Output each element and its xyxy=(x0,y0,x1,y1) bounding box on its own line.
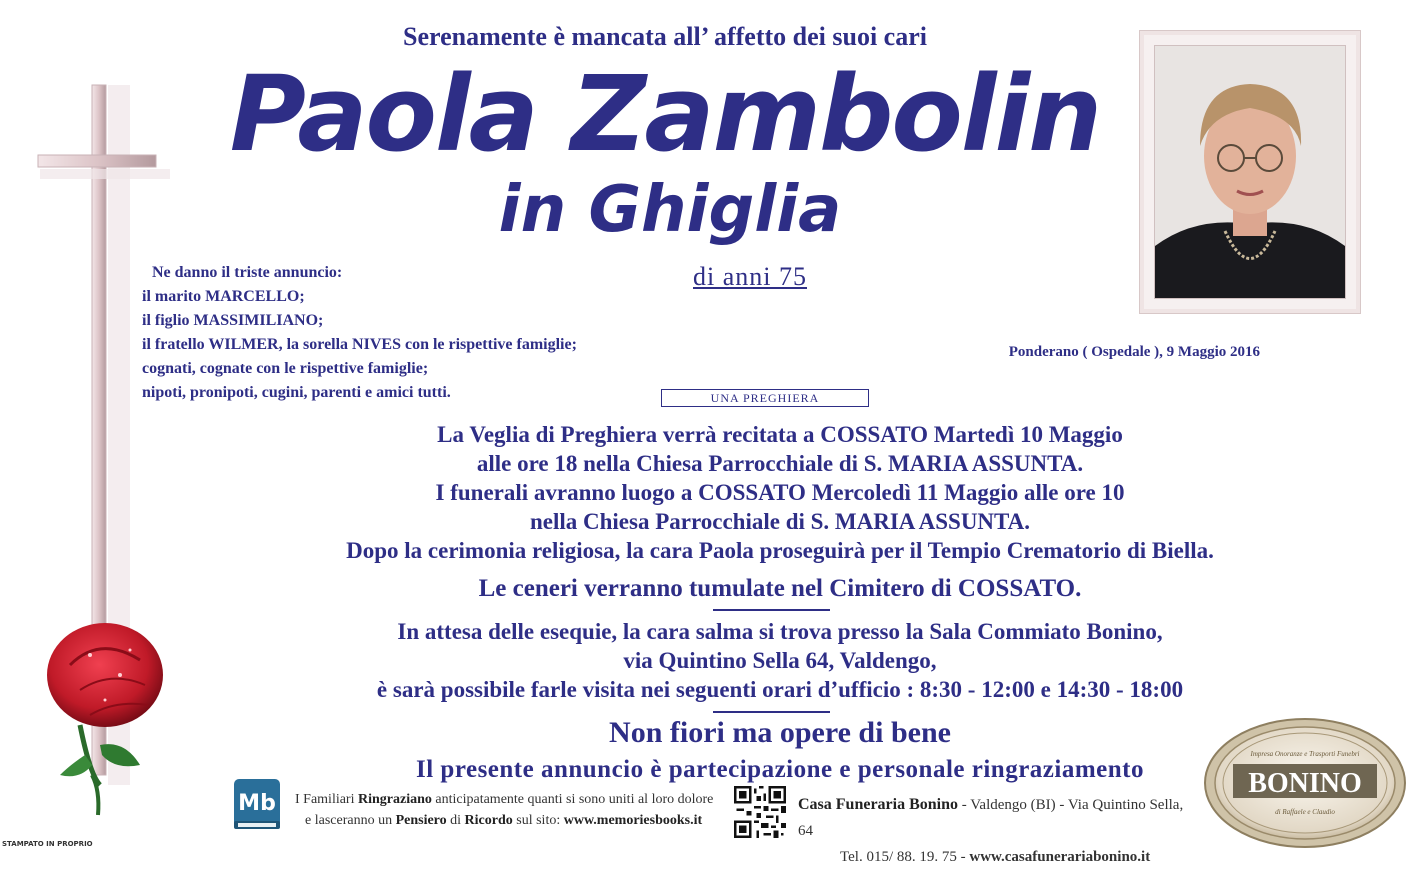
family-line: il marito MARCELLO; xyxy=(142,288,305,305)
body-line: nella Chiesa Parrocchiale di S. MARIA ASSUNTA. xyxy=(529,509,1031,534)
family-line: il figlio MASSIMILIANO; xyxy=(142,312,324,329)
age-label: di anni 75 xyxy=(693,262,807,291)
body-line: alle ore 18 nella Chiesa Parrocchiale di S. MARIA ASSUNTA. xyxy=(476,451,1084,476)
body-line: via Quintino Sella 64, Valdengo, xyxy=(623,648,937,673)
mb-text-bold: Ricordo xyxy=(464,813,513,828)
separator xyxy=(713,609,830,611)
seal-bottom-text: di Raffaele e Claudio xyxy=(1275,808,1335,816)
mb-text-bold: Ringraziano xyxy=(358,792,432,807)
memoriesbooks-link[interactable]: www.memoriesbooks.it xyxy=(563,813,703,828)
portrait-photo xyxy=(1154,45,1346,299)
body-line: è sarà possibile farle visita nei seguenti orari d’ufficio : 8:30 - 12:00 e 14:30 - 18:00 xyxy=(376,677,1184,702)
mb-text-part: anticipatamente quanti si sono uniti al loro dolore xyxy=(431,792,714,807)
mb-text-part: I Familiari xyxy=(295,792,358,807)
qr-code-icon[interactable] xyxy=(734,786,786,838)
funeral-home-address: - Valdengo (BI) - Via Quintino Sella, 64 xyxy=(798,797,1184,839)
mb-logo-text: Mb xyxy=(238,791,276,816)
body-line: In attesa delle esequie, la cara salma si trova presso la Sala Commiato Bonino, xyxy=(397,619,1163,644)
deceased-name: Paola Zambolin xyxy=(229,53,1101,175)
funeral-home-name: Casa Funeraria Bonino xyxy=(798,796,959,813)
place-date: Ponderano ( Ospedale ), 9 Maggio 2016 xyxy=(1008,344,1260,360)
family-line: il fratello WILMER, la sorella NIVES con le rispettive famiglie; xyxy=(142,336,577,353)
thanks-line: Il presente annuncio è partecipazione e personale ringraziamento xyxy=(416,756,1144,783)
memoriesbooks-text xyxy=(295,789,725,831)
family-line: cognati, cognate con le rispettive famiglie; xyxy=(142,360,429,377)
body-line: Le ceneri verranno tumulate nel Cimitero di COSSATO. xyxy=(478,575,1082,602)
mb-text-part: sul sito: xyxy=(512,813,564,828)
no-flowers-line: Non fiori ma opere di bene xyxy=(609,716,951,749)
printed-note: STAMPATO IN PROPRIO xyxy=(2,840,93,848)
body-line: I funerali avranno luogo a COSSATO Mercoledì 11 Maggio alle ore 10 xyxy=(435,480,1125,505)
family-line: Ne danno il triste annuncio: xyxy=(152,264,343,281)
body-line: La Veglia di Preghiera verrà recitata a COSSATO Martedì 10 Maggio xyxy=(437,422,1123,447)
family-line: nipoti, pronipoti, cugini, parenti e amici tutti. xyxy=(142,384,451,401)
seal-top-text: Impresa Onoranze e Trasporti Funebri xyxy=(1250,750,1360,758)
separator xyxy=(713,711,830,713)
seal-name: BONINO xyxy=(1248,768,1362,799)
bonino-seal-logo xyxy=(1203,716,1407,850)
married-name: in Ghiglia xyxy=(498,173,842,247)
mb-text-part: di xyxy=(446,813,465,828)
family-announcement xyxy=(142,261,662,405)
prayer-label: UNA PREGHIERA xyxy=(661,389,869,407)
mb-text-bold: Pensiero xyxy=(395,813,447,828)
funeral-home-tel: Tel. 015/ 88. 19. 75 - xyxy=(840,849,970,865)
funeral-home-site[interactable]: www.casafunerariabonino.it xyxy=(969,849,1151,865)
mb-text-part: e lasceranno un xyxy=(305,813,396,828)
rose-icon xyxy=(47,623,163,815)
portrait-frame xyxy=(1139,30,1361,314)
book-icon xyxy=(232,777,284,833)
intro-text: Serenamente è mancata all’ affetto dei suoi cari xyxy=(403,22,927,51)
body-line: Dopo la cerimonia religiosa, la cara Paola proseguirà per il Tempio Crematorio di Biella. xyxy=(346,538,1214,563)
funeral-home-info xyxy=(798,792,1198,870)
